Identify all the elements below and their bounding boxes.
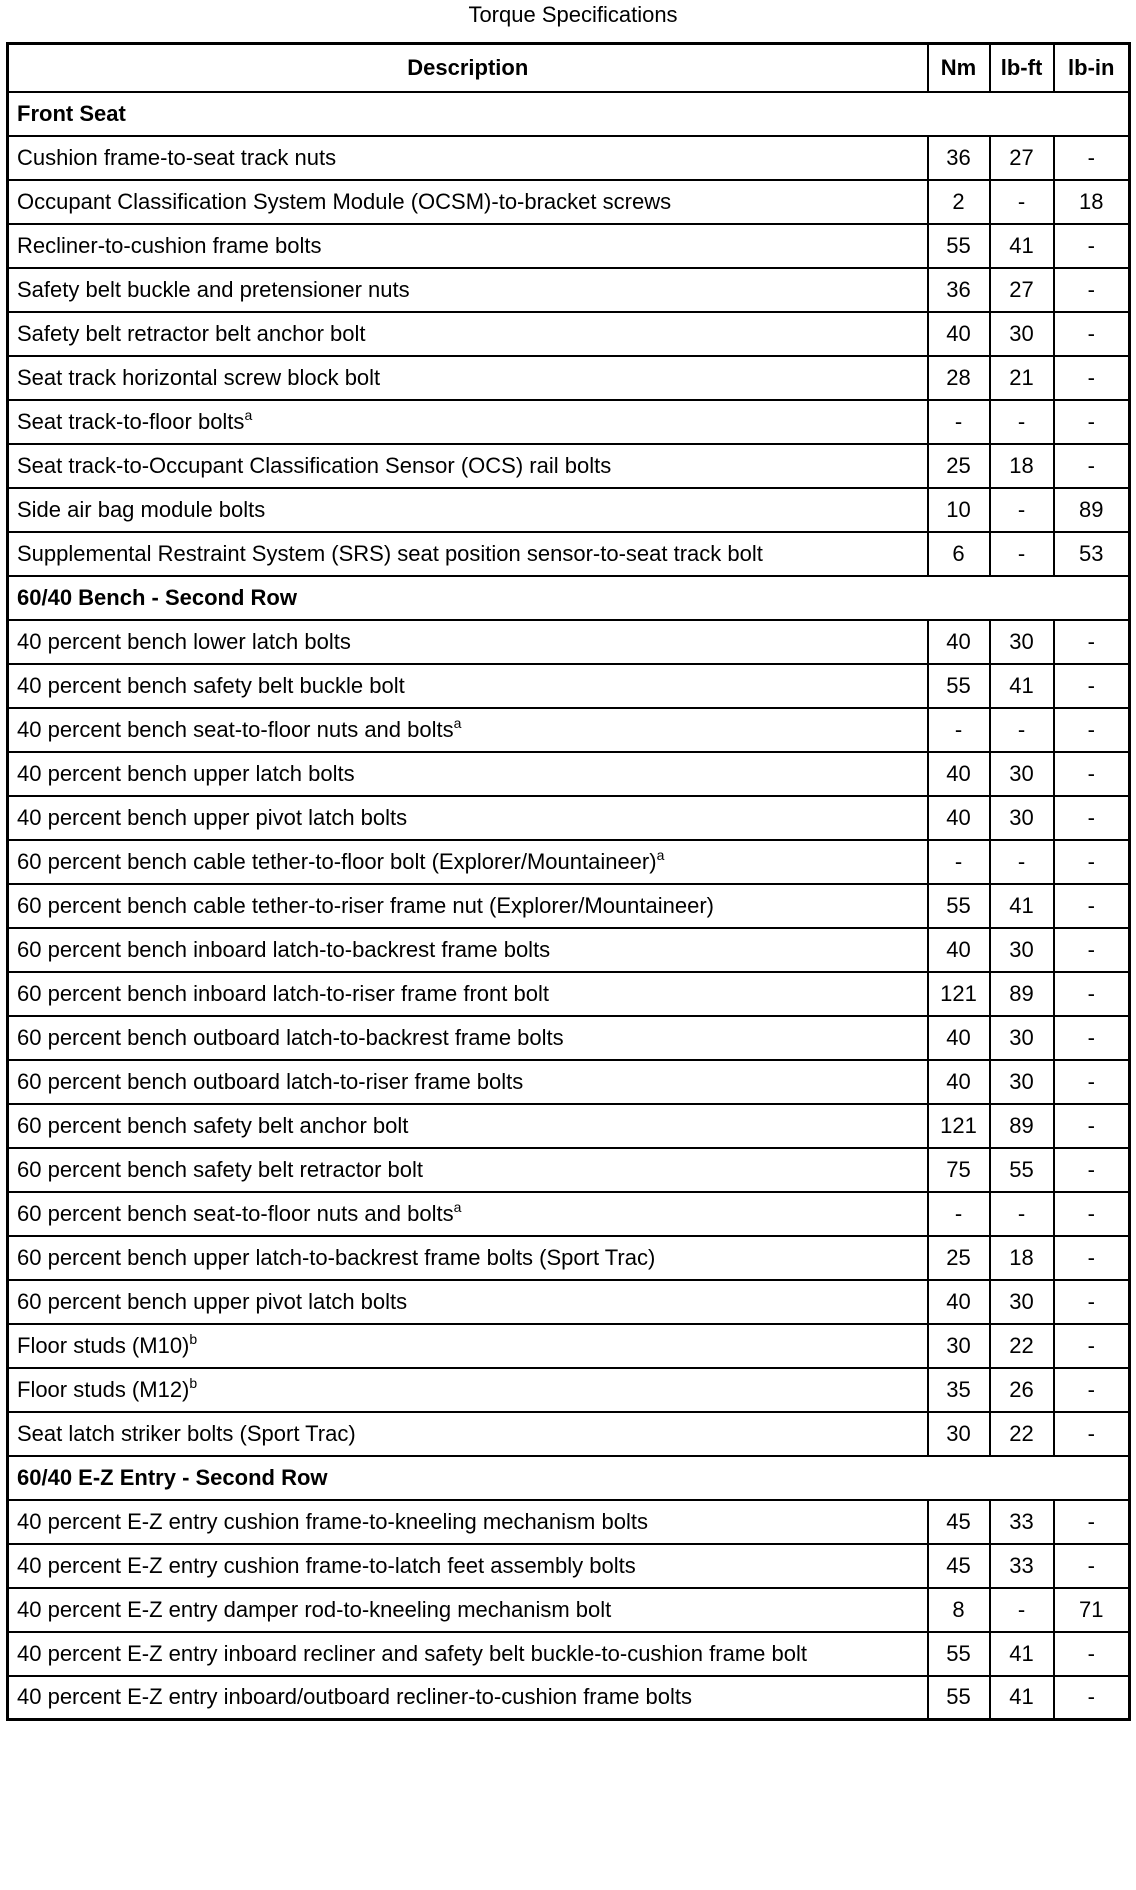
footnote-marker: a [453, 714, 462, 731]
table-row [8, 840, 1130, 884]
nm-cell: 55 [928, 1632, 990, 1676]
nm-cell: 45 [928, 1500, 990, 1544]
lb-ft-cell: 55 [990, 1148, 1054, 1192]
lb-in-cell: - [1054, 708, 1130, 752]
footnote-marker: a [453, 1198, 462, 1215]
description-cell [8, 1280, 928, 1324]
description-text: Seat track-to-floor bolts [17, 408, 245, 434]
lb-in-cell: - [1054, 1192, 1130, 1236]
nm-cell: 25 [928, 444, 990, 488]
description-text: 60 percent bench upper pivot latch bolts [17, 1288, 408, 1314]
description-cell [8, 136, 928, 180]
footnote-marker: b [189, 1374, 198, 1391]
table-row [8, 928, 1130, 972]
lb-in-cell: - [1054, 1016, 1130, 1060]
description-cell [8, 180, 928, 224]
nm-cell: 45 [928, 1544, 990, 1588]
column-header-lb-in: lb-in [1054, 44, 1130, 92]
description-text: 60 percent bench safety belt retractor bolt [17, 1156, 424, 1182]
lb-ft-cell: - [990, 532, 1054, 576]
description-text: Supplemental Restraint System (SRS) seat position sensor-to-seat track bolt [17, 540, 763, 566]
description-cell [8, 224, 928, 268]
description-text: 60 percent bench outboard latch-to-backrest frame bolts [17, 1024, 564, 1050]
description-text: Occupant Classification System Module (OCSM)-to-bracket screws [17, 188, 672, 214]
nm-cell: 36 [928, 136, 990, 180]
description-cell [8, 1104, 928, 1148]
table-row [8, 1544, 1130, 1588]
description-cell [8, 664, 928, 708]
table-row [8, 1192, 1130, 1236]
table-row [8, 1368, 1130, 1412]
nm-cell: - [928, 708, 990, 752]
lb-ft-cell: 30 [990, 312, 1054, 356]
description-cell [8, 356, 928, 400]
lb-ft-cell: - [990, 1588, 1054, 1632]
description-text: 60 percent bench cable tether-to-floor bolt (Explorer/Mountaineer) [17, 848, 657, 874]
lb-in-cell: - [1054, 1148, 1130, 1192]
table-row [8, 1412, 1130, 1456]
lb-in-cell: - [1054, 1060, 1130, 1104]
table-row [8, 1236, 1130, 1280]
description-text: 40 percent bench safety belt buckle bolt [17, 672, 405, 698]
column-header-nm: Nm [928, 44, 990, 92]
lb-in-cell: - [1054, 444, 1130, 488]
lb-ft-cell: 18 [990, 1236, 1054, 1280]
table-row [8, 664, 1130, 708]
description-text: 40 percent E-Z entry cushion frame-to-latch feet assembly bolts [17, 1552, 636, 1578]
table-row [8, 268, 1130, 312]
description-text: 40 percent E-Z entry damper rod-to-kneeling mechanism bolt [17, 1596, 612, 1622]
table-row [8, 1632, 1130, 1676]
description-text: Floor studs (M10) [17, 1332, 190, 1358]
nm-cell: 55 [928, 664, 990, 708]
description-text: 40 percent bench upper pivot latch bolts [17, 804, 408, 830]
nm-cell: 35 [928, 1368, 990, 1412]
lb-in-cell: - [1054, 972, 1130, 1016]
description-cell [8, 1236, 928, 1280]
nm-cell: 2 [928, 180, 990, 224]
description-cell [8, 400, 928, 444]
lb-ft-cell: 27 [990, 136, 1054, 180]
description-cell [8, 488, 928, 532]
section-heading: 60/40 E-Z Entry - Second Row [8, 1456, 1130, 1500]
description-text: 60 percent bench safety belt anchor bolt [17, 1112, 409, 1138]
lb-in-cell: - [1054, 752, 1130, 796]
section-row [8, 576, 1130, 620]
lb-in-cell: - [1054, 928, 1130, 972]
description-text: Safety belt buckle and pretensioner nuts [17, 276, 410, 302]
lb-in-cell: - [1054, 136, 1130, 180]
description-text: 40 percent bench upper latch bolts [17, 760, 355, 786]
lb-ft-cell: 30 [990, 1280, 1054, 1324]
description-text: Floor studs (M12) [17, 1376, 190, 1402]
nm-cell: 55 [928, 224, 990, 268]
lb-ft-cell: 30 [990, 620, 1054, 664]
description-cell [8, 972, 928, 1016]
description-cell [8, 1148, 928, 1192]
lb-ft-cell: 41 [990, 664, 1054, 708]
lb-ft-cell: 30 [990, 928, 1054, 972]
nm-cell: 6 [928, 532, 990, 576]
table-row [8, 1280, 1130, 1324]
lb-ft-cell: 41 [990, 1632, 1054, 1676]
nm-cell: 40 [928, 1016, 990, 1060]
description-text: Seat track-to-Occupant Classification Sensor (OCS) rail bolts [17, 452, 612, 478]
table-row [8, 1324, 1130, 1368]
nm-cell: 28 [928, 356, 990, 400]
lb-ft-cell: 27 [990, 268, 1054, 312]
lb-ft-cell: 41 [990, 1676, 1054, 1720]
table-row [8, 796, 1130, 840]
table-row [8, 356, 1130, 400]
lb-ft-cell: 22 [990, 1324, 1054, 1368]
nm-cell: - [928, 840, 990, 884]
description-text: 60 percent bench upper latch-to-backrest frame bolts (Sport Trac) [17, 1244, 656, 1270]
nm-cell: 121 [928, 972, 990, 1016]
lb-ft-cell: - [990, 488, 1054, 532]
description-text: 60 percent bench seat-to-floor nuts and bolts [17, 1200, 454, 1226]
lb-in-cell: - [1054, 1368, 1130, 1412]
lb-ft-cell: 33 [990, 1544, 1054, 1588]
lb-ft-cell: 33 [990, 1500, 1054, 1544]
nm-cell: - [928, 400, 990, 444]
table-row [8, 1588, 1130, 1632]
description-cell [8, 1324, 928, 1368]
description-cell [8, 1412, 928, 1456]
table-row [8, 884, 1130, 928]
description-cell [8, 1544, 928, 1588]
nm-cell: 75 [928, 1148, 990, 1192]
table-body [8, 92, 1130, 1720]
nm-cell: 25 [928, 1236, 990, 1280]
table-row [8, 1500, 1130, 1544]
lb-ft-cell: 21 [990, 356, 1054, 400]
table-row [8, 444, 1130, 488]
lb-in-cell: 89 [1054, 488, 1130, 532]
description-text: 40 percent E-Z entry cushion frame-to-kneeling mechanism bolts [17, 1508, 648, 1534]
table-title: Torque Specifications [468, 2, 678, 27]
lb-in-cell: - [1054, 1280, 1130, 1324]
description-cell [8, 1500, 928, 1544]
nm-cell: 36 [928, 268, 990, 312]
lb-ft-cell: 30 [990, 752, 1054, 796]
nm-cell: 55 [928, 884, 990, 928]
description-text: 60 percent bench outboard latch-to-riser frame bolts [17, 1068, 524, 1094]
lb-ft-cell: - [990, 180, 1054, 224]
column-header-lb-ft: lb-ft [990, 44, 1054, 92]
nm-cell: 40 [928, 928, 990, 972]
description-text: Cushion frame-to-seat track nuts [17, 144, 337, 170]
lb-in-cell: 18 [1054, 180, 1130, 224]
nm-cell: 30 [928, 1324, 990, 1368]
description-text: 40 percent bench seat-to-floor nuts and bolts [17, 716, 454, 742]
table-row [8, 972, 1130, 1016]
table-row [8, 1676, 1130, 1720]
description-text: Seat track horizontal screw block bolt [17, 364, 381, 390]
nm-cell: 55 [928, 1676, 990, 1720]
lb-in-cell: - [1054, 1676, 1130, 1720]
table-row [8, 312, 1130, 356]
lb-ft-cell: 30 [990, 796, 1054, 840]
lb-ft-cell: 41 [990, 224, 1054, 268]
lb-ft-cell: 22 [990, 1412, 1054, 1456]
description-text: Recliner-to-cushion frame bolts [17, 232, 322, 258]
column-header-description: Description [8, 44, 928, 92]
lb-in-cell: - [1054, 1412, 1130, 1456]
lb-in-cell: - [1054, 1632, 1130, 1676]
description-text: Seat latch striker bolts (Sport Trac) [17, 1420, 356, 1446]
nm-cell: 40 [928, 796, 990, 840]
description-text: 60 percent bench cable tether-to-riser frame nut (Explorer/Mountaineer) [17, 892, 715, 918]
footnote-marker: b [189, 1330, 198, 1347]
description-cell [8, 1060, 928, 1104]
table-row [8, 1104, 1130, 1148]
lb-in-cell: - [1054, 796, 1130, 840]
lb-in-cell: 71 [1054, 1588, 1130, 1632]
description-cell [8, 1368, 928, 1412]
lb-ft-cell: 30 [990, 1060, 1054, 1104]
torque-spec-table [6, 42, 1131, 1721]
table-row [8, 1060, 1130, 1104]
lb-in-cell: - [1054, 1104, 1130, 1148]
table-row [8, 180, 1130, 224]
description-cell [8, 532, 928, 576]
lb-in-cell: - [1054, 1236, 1130, 1280]
lb-ft-cell: - [990, 840, 1054, 884]
nm-cell: 121 [928, 1104, 990, 1148]
description-text: Safety belt retractor belt anchor bolt [17, 320, 366, 346]
lb-ft-cell: 26 [990, 1368, 1054, 1412]
description-text: 40 percent E-Z entry inboard/outboard recliner-to-cushion frame bolts [17, 1684, 693, 1710]
description-cell [8, 796, 928, 840]
table-row [8, 488, 1130, 532]
description-text: 40 percent E-Z entry inboard recliner and safety belt buckle-to-cushion frame bolt [17, 1640, 807, 1666]
description-cell [8, 840, 928, 884]
table-row [8, 752, 1130, 796]
nm-cell: 40 [928, 620, 990, 664]
lb-in-cell: - [1054, 1544, 1130, 1588]
description-cell [8, 312, 928, 356]
description-text: 40 percent bench lower latch bolts [17, 628, 351, 654]
table-row [8, 1148, 1130, 1192]
lb-in-cell: - [1054, 1324, 1130, 1368]
description-cell [8, 620, 928, 664]
description-text: 60 percent bench inboard latch-to-riser frame front bolt [17, 980, 549, 1006]
description-cell [8, 752, 928, 796]
lb-ft-cell: 41 [990, 884, 1054, 928]
description-text: Side air bag module bolts [17, 496, 266, 522]
table-row [8, 620, 1130, 664]
footnote-marker: a [244, 406, 253, 423]
lb-in-cell: - [1054, 884, 1130, 928]
lb-ft-cell: - [990, 400, 1054, 444]
lb-ft-cell: 89 [990, 972, 1054, 1016]
table-header-row [8, 44, 1130, 92]
section-row [8, 92, 1130, 136]
description-cell [8, 444, 928, 488]
lb-in-cell: - [1054, 840, 1130, 884]
lb-in-cell: 53 [1054, 532, 1130, 576]
nm-cell: 40 [928, 1280, 990, 1324]
lb-ft-cell: 89 [990, 1104, 1054, 1148]
description-cell [8, 884, 928, 928]
nm-cell: 30 [928, 1412, 990, 1456]
lb-ft-cell: - [990, 708, 1054, 752]
description-cell [8, 1676, 928, 1720]
description-text: 60 percent bench inboard latch-to-backrest frame bolts [17, 936, 551, 962]
footnote-marker: a [656, 846, 665, 863]
description-cell [8, 1632, 928, 1676]
table-row [8, 532, 1130, 576]
nm-cell: 40 [928, 752, 990, 796]
section-heading: Front Seat [8, 92, 1130, 136]
section-row [8, 1456, 1130, 1500]
table-row [8, 1016, 1130, 1060]
table-row [8, 224, 1130, 268]
lb-ft-cell: 18 [990, 444, 1054, 488]
lb-ft-cell: - [990, 1192, 1054, 1236]
nm-cell: 8 [928, 1588, 990, 1632]
nm-cell: - [928, 1192, 990, 1236]
table-row [8, 136, 1130, 180]
lb-in-cell: - [1054, 268, 1130, 312]
lb-ft-cell: 30 [990, 1016, 1054, 1060]
lb-in-cell: - [1054, 224, 1130, 268]
nm-cell: 40 [928, 312, 990, 356]
lb-in-cell: - [1054, 620, 1130, 664]
description-cell [8, 1192, 928, 1236]
description-cell [8, 268, 928, 312]
description-cell [8, 1588, 928, 1632]
lb-in-cell: - [1054, 356, 1130, 400]
table-row [8, 708, 1130, 752]
lb-in-cell: - [1054, 400, 1130, 444]
lb-in-cell: - [1054, 664, 1130, 708]
section-heading: 60/40 Bench - Second Row [8, 576, 1130, 620]
lb-in-cell: - [1054, 312, 1130, 356]
description-cell [8, 1016, 928, 1060]
description-cell [8, 708, 928, 752]
table-row [8, 400, 1130, 444]
lb-in-cell: - [1054, 1500, 1130, 1544]
nm-cell: 10 [928, 488, 990, 532]
nm-cell: 40 [928, 1060, 990, 1104]
description-cell [8, 928, 928, 972]
